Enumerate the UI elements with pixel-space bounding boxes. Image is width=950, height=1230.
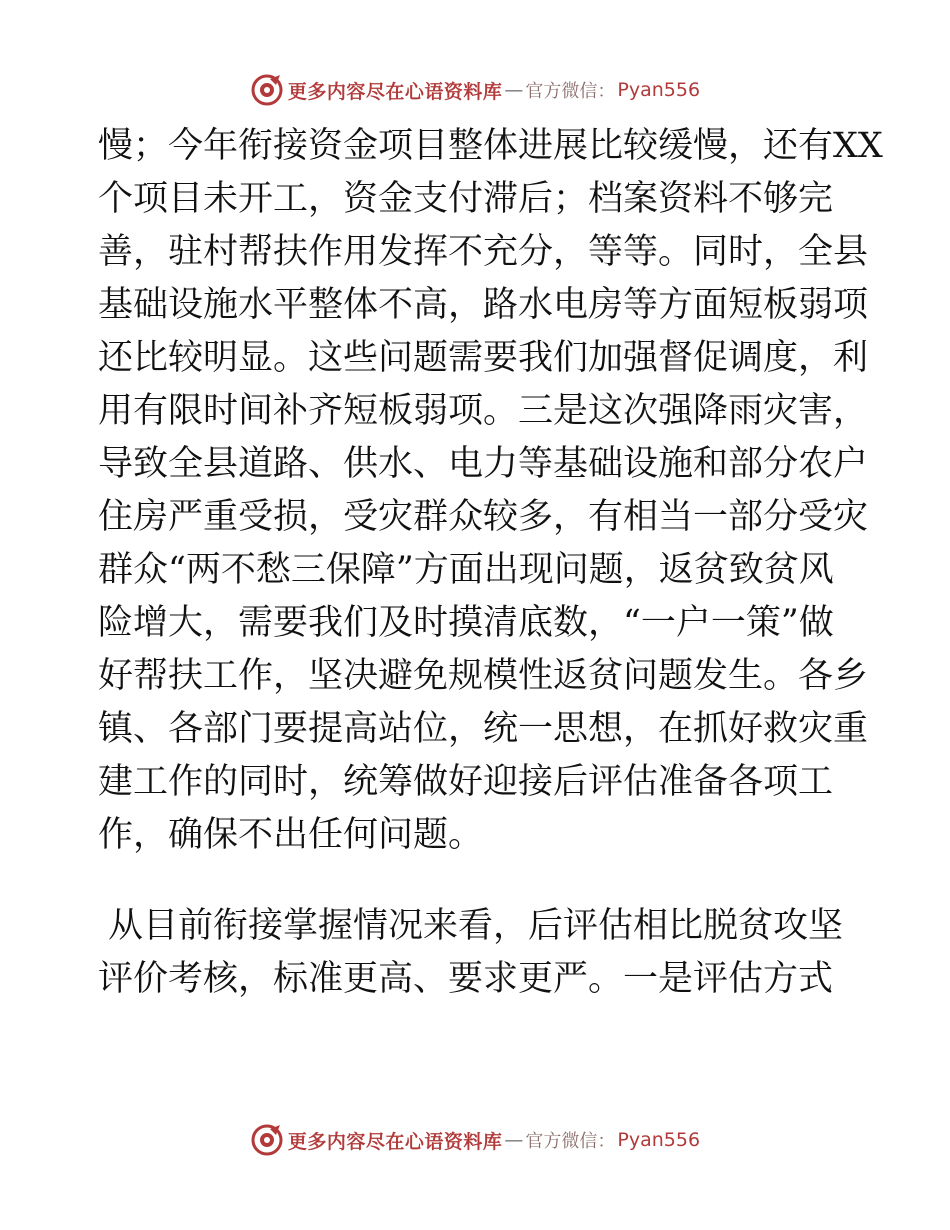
text-line: 还比较明显。这些问题需要我们加强督促调度，利 [98, 338, 869, 378]
text-line: 群众“两不愁三保障”方面出现问题，返贫致贫风 [98, 550, 834, 590]
banner-label: 官方微信： [525, 81, 616, 102]
paragraph-1 [98, 120, 883, 862]
banner-text: 更多内容尽在心语资料库 [287, 80, 503, 103]
document-body [98, 120, 883, 1006]
text-line: 评价考核，标准更高、要求更严。一是评估方式 [98, 959, 834, 999]
text-line: 险增大，需要我们及时摸清底数，“一户一策”做 [98, 603, 834, 643]
text-line: 建工作的同时，统筹做好迎接后评估准备各项工 [98, 762, 834, 802]
text-line: 用有限时间补齐短板弱项。三是这次强降雨灾害， [98, 391, 869, 431]
text-line: 好帮扶工作，坚决避免规模性返贫问题发生。各乡 [98, 656, 869, 696]
banner-separator: — [504, 1129, 524, 1151]
paragraph-gap [98, 862, 858, 900]
banner-handle: Pyan556 [617, 79, 701, 101]
text-line: 导致全县道路、供水、电力等基础设施和部分农户 [98, 444, 869, 484]
brand-logo-icon [250, 1123, 284, 1157]
text-line: 慢；今年衔接资金项目整体进展比较缓慢，还有XX [98, 126, 883, 166]
brand-logo-icon [250, 73, 284, 107]
text-line: 镇、各部门要提高站位，统一思想，在抓好救灾重 [98, 709, 869, 749]
banner-separator: — [504, 79, 524, 101]
banner-label: 官方微信： [525, 1131, 616, 1152]
text-line: 个项目未开工，资金支付滞后；档案资料不够完 [98, 179, 834, 219]
banner-text: 更多内容尽在心语资料库 [287, 1130, 503, 1153]
header-watermark-banner [0, 70, 950, 110]
banner-handle: Pyan556 [617, 1129, 701, 1151]
paragraph-2 [98, 900, 858, 1006]
text-line: 作，确保不出任何问题。 [98, 815, 484, 855]
text-line: 基础设施水平整体不高，路水电房等方面短板弱项 [98, 285, 869, 325]
text-line: 从目前衔接掌握情况来看，后评估相比脱贫攻坚 [108, 906, 844, 946]
text-line: 善，驻村帮扶作用发挥不充分，等等。同时，全县 [98, 232, 869, 272]
footer-watermark-banner [0, 1120, 950, 1160]
text-line: 住房严重受损，受灾群众较多，有相当一部分受灾 [98, 497, 869, 537]
